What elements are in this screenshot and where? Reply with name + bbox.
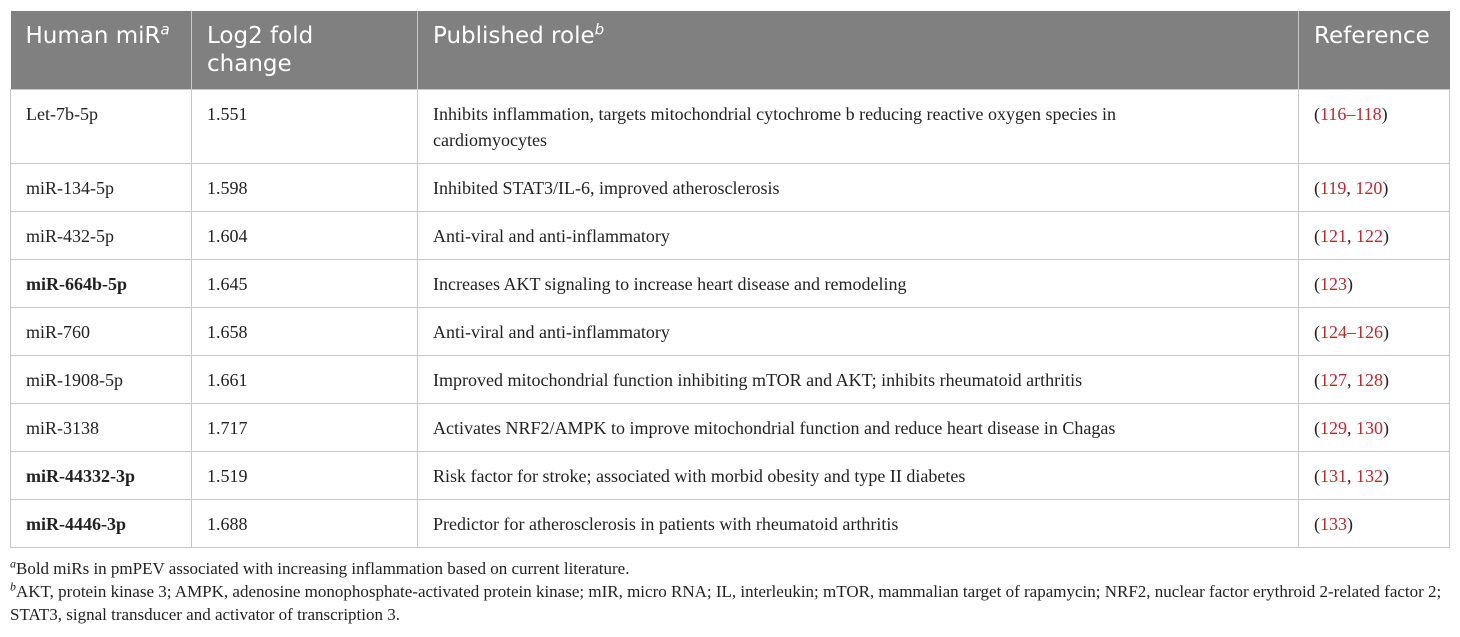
cell-published-role: Improved mitochondrial function inhibiting mTOR and AKT; inhibits rheumatoid arthritis: [418, 356, 1299, 404]
cell-published-role: Activates NRF2/AMPK to improve mitochondrial function and reduce heart disease in Chagas: [418, 404, 1299, 452]
footnote-b: $^b$AKT, protein kinase 3; AMPK, adenosine monophosphate-activated protein kinase; mIR, micro RNA; IL, interleukin; mTOR, mammalian target of rapamycin; NRF2, nuclear factor erythroid 2-related factor 2; STAT3, signal transducer and activator of transcription 3.: [10, 579, 1442, 624]
cell-mir-name: miR-4446-3p: [11, 500, 192, 548]
reference-link[interactable]: 120: [1355, 178, 1383, 198]
cell-mir-name: miR-664b-5p: [11, 260, 192, 308]
reference-link[interactable]: 122: [1356, 226, 1383, 246]
table-row: [11, 308, 1450, 356]
table-row: [11, 356, 1450, 404]
table-header-row: [11, 11, 1450, 90]
cell-mir-name: miR-760: [11, 308, 192, 356]
footnote-a: $^a$Bold miRs in pmPEV associated with increasing inflammation based on current literature.: [10, 556, 630, 578]
header-log2-fold-change: Log2 fold change: [192, 11, 418, 90]
header-published-role: Published role$^b$: [418, 11, 1299, 90]
cell-log2-fold: 1.661: [192, 356, 418, 404]
cell-mir-name: miR-44332-3p: [11, 452, 192, 500]
reference-link[interactable]: 129: [1320, 418, 1347, 438]
cell-log2-fold: 1.645: [192, 260, 418, 308]
table-row: [11, 500, 1450, 548]
cell-published-role: Predictor for atherosclerosis in patients with rheumatoid arthritis: [418, 500, 1299, 548]
cell-published-role: Anti-viral and anti-inflammatory: [418, 212, 1299, 260]
cell-reference: (131, 132): [1299, 452, 1450, 500]
reference-link[interactable]: 131: [1320, 466, 1347, 486]
table-footnotes: [10, 557, 1450, 626]
reference-link[interactable]: 121: [1320, 226, 1347, 246]
cell-mir-name: miR-432-5p: [11, 212, 192, 260]
reference-link[interactable]: 127: [1320, 370, 1347, 390]
cell-reference: (127, 128): [1299, 356, 1450, 404]
cell-reference: (123): [1299, 260, 1450, 308]
cell-log2-fold: 1.604: [192, 212, 418, 260]
cell-published-role: Increases AKT signaling to increase heart disease and remodeling: [418, 260, 1299, 308]
cell-published-role: Inhibits inflammation, targets mitochondrial cytochrome b reducing reactive oxygen species in cardiomyocytes: [418, 90, 1299, 164]
cell-published-role: Inhibited STAT3/IL-6, improved atherosclerosis: [418, 164, 1299, 212]
cell-mir-name: Let-7b-5p: [11, 90, 192, 164]
table-row: [11, 90, 1450, 164]
reference-link[interactable]: 133: [1320, 514, 1347, 534]
cell-log2-fold: 1.717: [192, 404, 418, 452]
mirna-table-container: [10, 11, 1449, 548]
cell-log2-fold: 1.551: [192, 90, 418, 164]
table-row: [11, 260, 1450, 308]
reference-link[interactable]: 124–126: [1320, 322, 1383, 342]
reference-link[interactable]: 130: [1356, 418, 1383, 438]
cell-reference: (129, 130): [1299, 404, 1450, 452]
cell-reference: (133): [1299, 500, 1450, 548]
cell-log2-fold: 1.688: [192, 500, 418, 548]
cell-reference: (116–118): [1299, 90, 1450, 164]
cell-log2-fold: 1.519: [192, 452, 418, 500]
table-body: [11, 90, 1450, 548]
mirna-table: [10, 11, 1450, 548]
reference-link[interactable]: 116–118: [1320, 104, 1382, 124]
cell-mir-name: miR-134-5p: [11, 164, 192, 212]
cell-reference: (119, 120): [1299, 164, 1450, 212]
header-human-mir: Human miR$^a$: [11, 11, 192, 90]
table-row: [11, 212, 1450, 260]
cell-published-role: Risk factor for stroke; associated with morbid obesity and type II diabetes: [418, 452, 1299, 500]
reference-link[interactable]: 128: [1356, 370, 1383, 390]
cell-published-role: Anti-viral and anti-inflammatory: [418, 308, 1299, 356]
cell-log2-fold: 1.598: [192, 164, 418, 212]
cell-log2-fold: 1.658: [192, 308, 418, 356]
table-row: [11, 164, 1450, 212]
cell-reference: (124–126): [1299, 308, 1450, 356]
reference-link[interactable]: 123: [1320, 274, 1347, 294]
reference-link[interactable]: 119: [1320, 178, 1347, 198]
table-row: [11, 452, 1450, 500]
table-row: [11, 404, 1450, 452]
header-reference: Reference: [1299, 11, 1450, 90]
cell-mir-name: miR-3138: [11, 404, 192, 452]
cell-mir-name: miR-1908-5p: [11, 356, 192, 404]
cell-reference: (121, 122): [1299, 212, 1450, 260]
reference-link[interactable]: 132: [1356, 466, 1383, 486]
